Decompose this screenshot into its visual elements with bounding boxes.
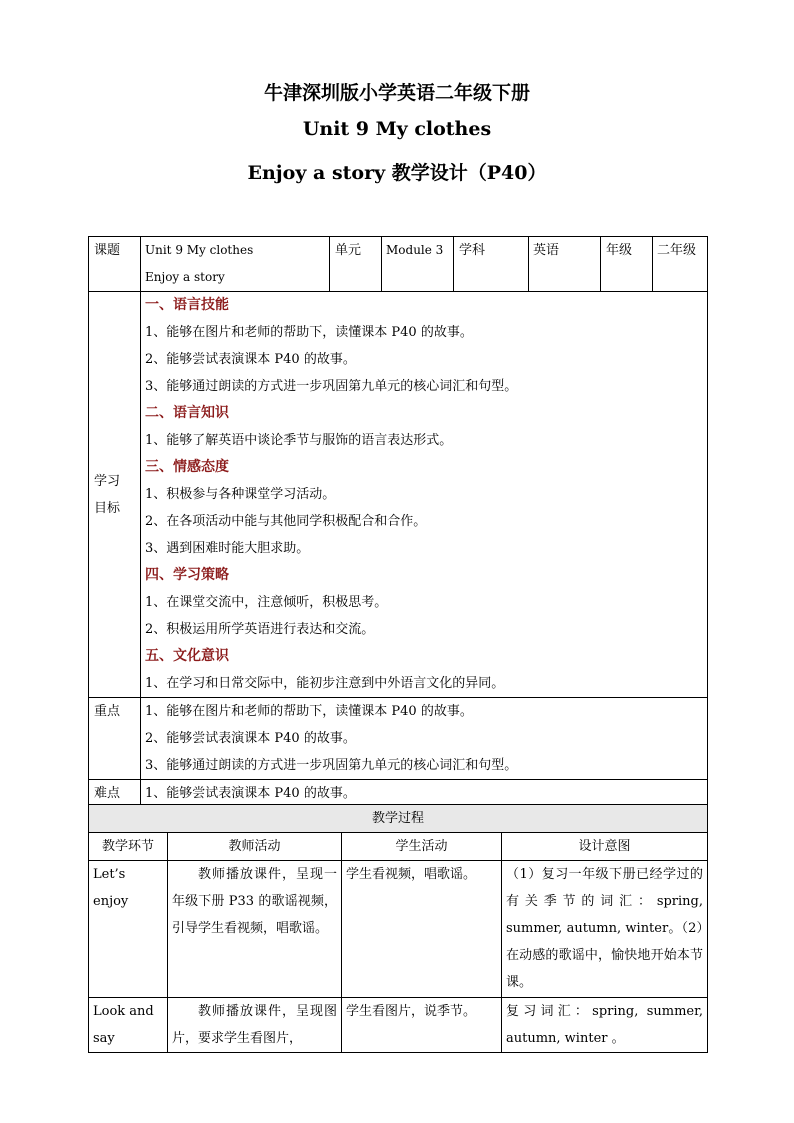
difficulty-content: 1、能够尝试表演课本 P40 的故事。: [141, 780, 708, 808]
key-point-item: 2、能够尝试表演课本 P40 的故事。: [145, 731, 356, 746]
grade-value: 二年级: [653, 237, 708, 292]
table-row: [89, 861, 708, 998]
student-activity-cell: 学生看视频，唱歌谣。: [342, 861, 502, 998]
key-point-item: 1、能够在图片和老师的帮助下，读懂课本 P40 的故事。: [145, 704, 473, 719]
design-intent-cell: 复习词汇：spring, summer, autumn, winter 。: [502, 998, 708, 1053]
unit-title: Unit 9 My clothes: [302, 118, 492, 140]
goals-item: 3、能够通过朗读的方式进一步巩固第九单元的核心词汇和句型。: [145, 379, 518, 394]
goals-item: 1、在学习和日常交际中，能初步注意到中外语言文化的异同。: [145, 676, 505, 691]
process-title: 教学过程: [89, 805, 708, 833]
unit-label: 单元: [330, 237, 382, 292]
goals-label-line-2: 目标: [94, 500, 121, 516]
lesson-info-table: [88, 236, 708, 808]
design-intent-cell: （1）复习一年级下册已经学过的有关季节的词汇：spring, summer, autumn, winter。（2）在动感的歌谣中，愉快地开始本节课。: [502, 861, 708, 998]
goals-heading-strategy: 四、学习策略: [145, 567, 229, 583]
process-header-intent: 设计意图: [502, 833, 708, 861]
key-points-label: 重点: [89, 698, 141, 780]
table-row: [89, 998, 708, 1053]
topic-label: 课题: [89, 237, 141, 292]
teacher-activity-cell: 教师播放课件，呈现图片，要求学生看图片，: [168, 998, 342, 1053]
goals-label: [89, 292, 141, 698]
key-point-item: 3、能够通过朗读的方式进一步巩固第九单元的核心词汇和句型。: [145, 758, 518, 773]
key-points-content: [141, 698, 708, 780]
process-header-stage: 教学环节: [89, 833, 168, 861]
goals-item: 1、积极参与各种课堂学习活动。: [145, 487, 336, 502]
goals-item: 2、能够尝试表演课本 P40 的故事。: [145, 352, 356, 367]
stage-cell: Look and say: [89, 998, 168, 1053]
stage-cell: Let’s enjoy: [89, 861, 168, 998]
goals-item: 1、能够了解英语中谈论季节与服饰的语言表达形式。: [145, 433, 453, 448]
goals-label-line-1: 学习: [94, 473, 121, 489]
teacher-activity-cell: 教师播放课件，呈现一年级下册 P33 的歌谣视频，引导学生看视频，唱歌谣。: [168, 861, 342, 998]
goals-heading-attitude: 三、情感态度: [145, 459, 229, 475]
goals-content: [141, 292, 708, 698]
process-header-teacher: 教师活动: [168, 833, 342, 861]
student-activity-cell: 学生看图片，说季节。: [342, 998, 502, 1053]
goals-heading-culture: 五、文化意识: [145, 648, 229, 664]
document-title: 牛津深圳版小学英语二年级下册: [263, 82, 530, 104]
topic-value: [141, 237, 330, 292]
goals-item: 1、在课堂交流中，注意倾听，积极思考。: [145, 595, 388, 610]
difficulty-label: 难点: [89, 780, 141, 808]
unit-value: Module 3: [382, 237, 454, 292]
goals-item: 2、在各项活动中能与其他同学积极配合和合作。: [145, 514, 427, 529]
goals-heading-knowledge: 二、语言知识: [145, 405, 229, 421]
lesson-title: Enjoy a story 教学设计（P40）: [247, 162, 547, 184]
goals-item: 3、遇到困难时能大胆求助。: [145, 541, 310, 556]
goals-item: 2、积极运用所学英语进行表达和交流。: [145, 622, 375, 637]
topic-value-line-2: Enjoy a story: [145, 270, 225, 284]
topic-value-line-1: Unit 9 My clothes: [145, 243, 254, 257]
teaching-process-table: [88, 804, 708, 1053]
process-header-student: 学生活动: [342, 833, 502, 861]
goals-heading-skills: 一、语言技能: [145, 297, 229, 313]
subject-label: 学科: [454, 237, 529, 292]
subject-value: 英语: [529, 237, 601, 292]
grade-label: 年级: [601, 237, 653, 292]
goals-item: 1、能够在图片和老师的帮助下，读懂课本 P40 的故事。: [145, 325, 473, 340]
